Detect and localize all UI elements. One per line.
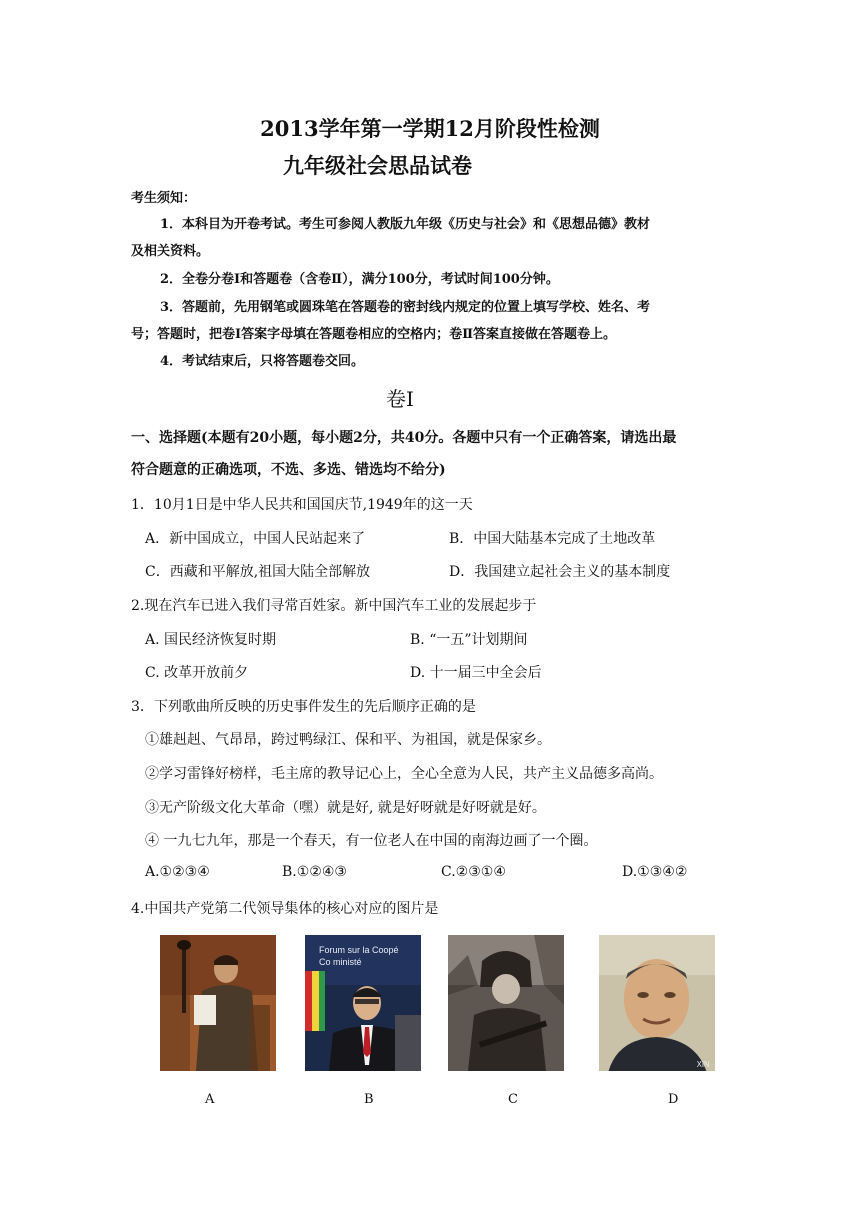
part1-instructions-cont: 符合题意的正确选项，不选、多选、错选均不给分) (131, 462, 446, 478)
notice-item-3: 3．答题前，先用钢笔或圆珠笔在答题卷的密封线内规定的位置上填写学校、姓名、考 (160, 300, 651, 315)
photo-caption-b: B (364, 1092, 374, 1107)
photo-caption-c: C (508, 1092, 518, 1107)
section-title: 卷Ⅰ (386, 387, 414, 411)
photo-b (305, 935, 421, 1071)
question-2-option-c: C. 改革开放前夕 (145, 665, 249, 681)
photo-a (160, 935, 276, 1071)
question-1-option-d: D．我国建立起社会主义的基本制度 (449, 564, 671, 580)
photo-caption-d: D (668, 1092, 679, 1107)
question-1-option-a: A．新中国成立，中国人民站起来了 (145, 531, 366, 547)
question-3-option-b: B.①②④③ (282, 864, 347, 880)
photo-d (599, 935, 715, 1071)
photo-caption-a: A (205, 1092, 215, 1107)
photo-d-watermark: XIN (696, 1059, 710, 1070)
notice-item-1: 1．本科目为开卷考试。考生可参阅人教版九年级《历史与社会》和《思想品德》教材 (160, 217, 651, 232)
question-1-option-c: C．西藏和平解放,祖国大陆全部解放 (145, 564, 371, 580)
question-3-statement-2: ②学习雷锋好榜样，毛主席的教导记心上，全心全意为人民，共产主义品德多高尚。 (145, 766, 663, 782)
question-2-option-a: A. 国民经济恢复时期 (145, 632, 277, 648)
question-2-option-b: B. “一五”计划期间 (410, 632, 528, 648)
notice-item-4: 4．考试结束后，只将答题卷交回。 (160, 354, 365, 369)
photo-b-banner-text-1: Forum sur la Coopé (319, 945, 399, 955)
question-1-option-b: B．中国大陆基本完成了土地改革 (449, 531, 656, 547)
notice-item-1-cont: 及相关资料。 (131, 244, 210, 259)
question-4-stem: 4.中国共产党第二代领导集体的核心对应的图片是 (131, 901, 439, 917)
photo-c (448, 935, 564, 1071)
question-3-option-d: D.①③④② (622, 864, 688, 880)
question-2-stem: 2.现在汽车已进入我们寻常百姓家。新中国汽车工业的发展起步于 (131, 598, 537, 614)
question-3-stem: 3．下列歌曲所反映的历史事件发生的先后顺序正确的是 (131, 699, 476, 715)
question-3-option-c: C.②③①④ (441, 864, 506, 880)
exam-title: 2013学年第一学期12月阶段性检测 (260, 116, 600, 141)
notice-heading: 考生须知： (131, 191, 197, 206)
question-2-option-d: D. 十一届三中全会后 (410, 665, 542, 681)
question-3-option-a: A.①②③④ (145, 864, 210, 880)
question-3-statement-1: ①雄赳赳、气昂昂，跨过鸭绿江、保和平、为祖国，就是保家乡。 (145, 732, 551, 748)
notice-item-3-cont: 号；答题时，把卷Ⅰ答案字母填在答题卷相应的空格内；卷Ⅱ答案直接做在答题卷上。 (131, 327, 617, 342)
notice-item-2: 2．全卷分卷Ⅰ和答题卷（含卷Ⅱ），满分100分，考试时间100分钟。 (160, 272, 559, 287)
question-3-statement-4: ④ 一九七九年，那是一个春天，有一位老人在中国的南海边画了一个圈。 (145, 833, 598, 849)
exam-subtitle: 九年级社会思品试卷 (283, 153, 472, 178)
part1-instructions: 一、选择题(本题有20小题，每小题2分，共40分。各题中只有一个正确答案，请选出最 (131, 430, 677, 446)
photo-b-banner-text-2: Co ministé (319, 957, 362, 967)
question-1-stem: 1．10月1日是中华人民共和国国庆节,1949年的这一天 (131, 497, 473, 513)
question-3-statement-3: ③无产阶级文化大革命（嘿）就是好, 就是好呀就是好呀就是好。 (145, 800, 546, 816)
